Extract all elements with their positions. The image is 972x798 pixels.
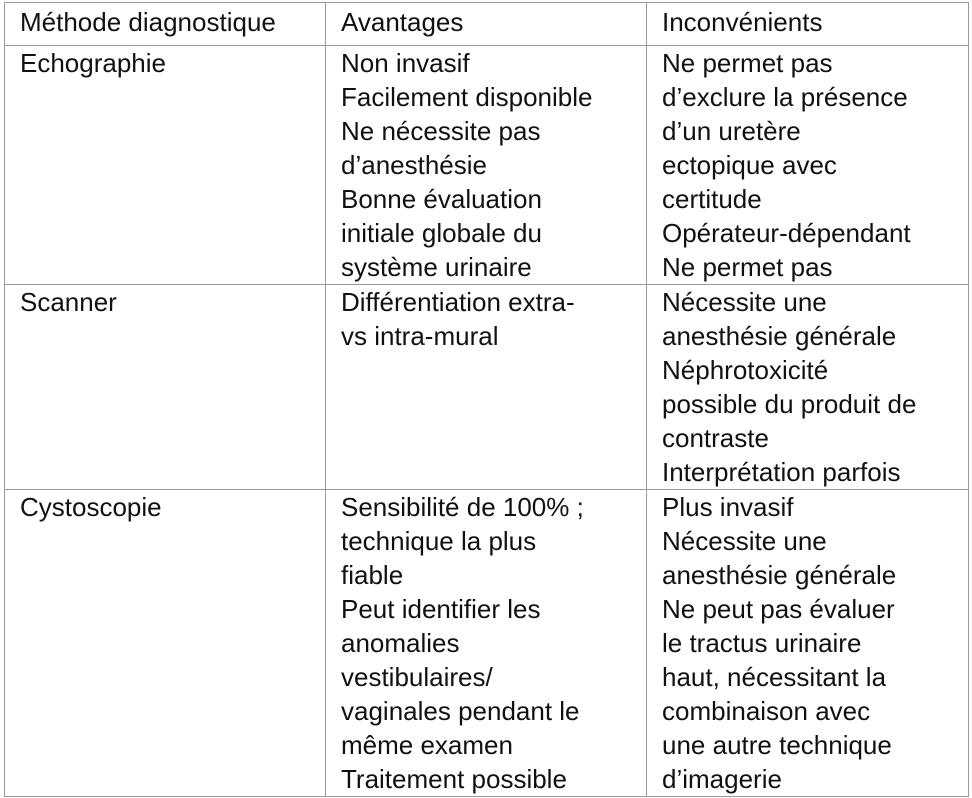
advantage-line: anomalies — [341, 628, 460, 658]
method-name: Echographie — [20, 48, 166, 78]
disadvantage-line: Ne permet pas — [662, 48, 833, 78]
advantage-line: Peut identifier les — [341, 594, 541, 624]
disadvantage-line: certitude — [662, 184, 762, 214]
advantage-line: Bonne évaluation — [341, 184, 542, 214]
disadvantage-line: Interprétation parfois — [662, 457, 901, 487]
advantage-line: même examen — [341, 730, 513, 760]
disadvantages-cell — [647, 490, 969, 797]
advantage-line: système urinaire — [341, 252, 532, 282]
header-row — [5, 3, 969, 46]
advantages-cell — [326, 285, 647, 490]
disadvantage-line: d’imagerie — [662, 764, 782, 794]
disadvantages-cell — [647, 285, 969, 490]
advantages-cell — [326, 46, 647, 285]
advantage-line: vs intra-mural — [341, 321, 499, 351]
disadvantage-line: Nécessite une — [662, 287, 827, 317]
comparison-table — [4, 2, 969, 797]
advantage-line: Différentiation extra- — [341, 287, 575, 317]
disadvantage-line: Néphrotoxicité — [662, 355, 829, 385]
advantage-line: vaginales pendant le — [341, 696, 580, 726]
advantage-line: d’anesthésie — [341, 150, 487, 180]
disadvantage-line: Nécessite une — [662, 526, 827, 556]
disadvantage-line: Ne permet pas — [662, 252, 833, 282]
method-name: Cystoscopie — [20, 492, 162, 522]
advantage-line: fiable — [341, 560, 404, 590]
advantage-line: Facilement disponible — [341, 82, 593, 112]
method-cell — [5, 285, 326, 490]
advantage-line: technique la plus — [341, 526, 537, 556]
disadvantage-line: ectopique avec — [662, 150, 837, 180]
disadvantage-line: anesthésie générale — [662, 560, 897, 590]
table-row-scanner — [5, 285, 969, 490]
disadvantage-line: possible du produit de — [662, 389, 917, 419]
disadvantage-line: Opérateur-dépendant — [662, 218, 911, 248]
disadvantage-line: d’un uretère — [662, 116, 801, 146]
table-row-cystoscopie — [5, 490, 969, 797]
disadvantages-cell — [647, 46, 969, 285]
method-cell — [5, 46, 326, 285]
advantage-line: Non invasif — [341, 48, 470, 78]
disadvantage-line: Plus invasif — [662, 492, 794, 522]
advantage-line: Ne nécessite pas — [341, 116, 541, 146]
advantage-line: vestibulaires/ — [341, 662, 493, 692]
disadvantage-line: d’exclure la présence — [662, 82, 908, 112]
disadvantage-line: le tractus urinaire — [662, 628, 862, 658]
header-advantages: Avantages — [326, 3, 647, 46]
advantage-line: Traitement possible — [341, 764, 567, 794]
advantages-cell — [326, 490, 647, 797]
method-cell — [5, 490, 326, 797]
advantage-line: Sensibilité de 100% ; — [341, 492, 584, 522]
header-disadvantages: Inconvénients — [647, 3, 969, 46]
header-method: Méthode diagnostique — [5, 3, 326, 46]
advantage-line: initiale globale du — [341, 218, 542, 248]
disadvantage-line: anesthésie générale — [662, 321, 897, 351]
disadvantage-line: combinaison avec — [662, 696, 871, 726]
table-row-echographie — [5, 46, 969, 285]
method-name: Scanner — [20, 287, 117, 317]
disadvantage-line: haut, nécessitant la — [662, 662, 887, 692]
disadvantage-line: Ne peut pas évaluer — [662, 594, 895, 624]
disadvantage-line: contraste — [662, 423, 769, 453]
disadvantage-line: une autre technique — [662, 730, 892, 760]
